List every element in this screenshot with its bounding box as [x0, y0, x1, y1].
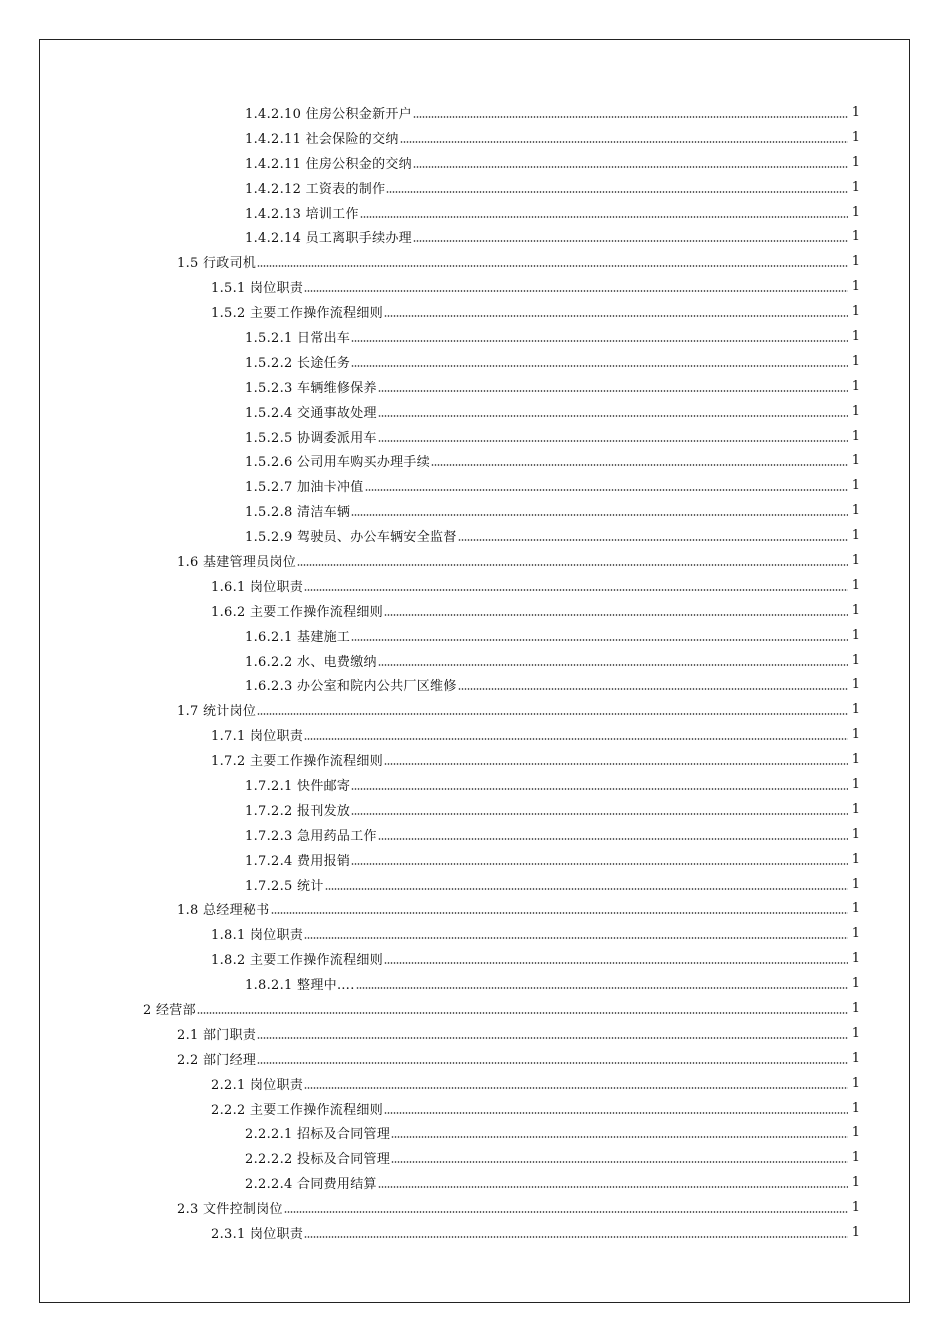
- toc-entry[interactable]: [245, 349, 860, 374]
- toc-entry-page-number: 1: [851, 702, 860, 718]
- toc-entry[interactable]: [211, 598, 860, 623]
- toc-entry-page-number: 1: [851, 528, 860, 544]
- toc-entry[interactable]: [245, 324, 860, 349]
- toc-dot-leader: [304, 290, 848, 292]
- toc-dot-leader: [284, 1211, 848, 1213]
- toc-dot-leader: [297, 564, 848, 566]
- toc-entry-page-number: 1: [851, 503, 860, 519]
- toc-entry[interactable]: [245, 822, 860, 847]
- toc-entry-page-number: 1: [851, 1100, 860, 1116]
- toc-entry-title: 1.5.2.8 清洁车辆: [245, 505, 351, 521]
- toc-dot-leader: [351, 639, 848, 641]
- toc-entry-page-number: 1: [851, 229, 860, 245]
- toc-entry-title: 2.2.1 岗位职责: [211, 1077, 304, 1093]
- toc-entry-page-number: 1: [851, 901, 860, 917]
- toc-entry-title: 1.4.2.13 培训工作: [245, 206, 359, 222]
- toc-entry[interactable]: [245, 424, 860, 449]
- toc-entry-page-number: 1: [851, 976, 860, 992]
- toc-dot-leader: [458, 688, 848, 690]
- toc-entry-title: 1.4.2.14 员工离职手续办理: [245, 231, 412, 247]
- toc-dot-leader: [304, 1236, 848, 1238]
- toc-entry-page-number: 1: [851, 652, 860, 668]
- toc-entry[interactable]: [245, 672, 860, 697]
- toc-entry-title: 1.4.2.11 社会保险的交纳: [245, 131, 399, 147]
- toc-entry-title: 1.5 行政司机: [177, 256, 257, 272]
- toc-entry-page-number: 1: [851, 552, 860, 568]
- toc-entry[interactable]: [245, 1121, 860, 1146]
- toc-dot-leader: [257, 713, 848, 715]
- toc-entry-title: 1.7.2.5 统计: [245, 878, 324, 894]
- toc-entry-title: 1.6.2 主要工作操作流程细则: [211, 604, 384, 620]
- toc-entry-title: 2.2.2.2 投标及合同管理: [245, 1152, 391, 1168]
- toc-entry[interactable]: [245, 374, 860, 399]
- toc-dot-leader: [351, 788, 848, 790]
- toc-entry-page-number: 1: [851, 851, 860, 867]
- toc-entry-page-number: 1: [851, 1150, 860, 1166]
- toc-entry[interactable]: [245, 200, 860, 225]
- toc-dot-leader: [413, 240, 848, 242]
- toc-entry[interactable]: [143, 996, 860, 1021]
- toc-entry-title: 1.4.2.12 工资表的制作: [245, 181, 386, 197]
- toc-entry[interactable]: [177, 548, 860, 573]
- toc-entry-title: 1.8.2 主要工作操作流程细则: [211, 953, 384, 969]
- toc-entry-title: 1.5.1 岗位职责: [211, 281, 304, 297]
- toc-dot-leader: [378, 664, 848, 666]
- table-of-contents: [0, 100, 950, 1245]
- toc-entry-title: 1.6.2.2 水、电费缴纳: [245, 654, 377, 670]
- toc-dot-leader: [391, 1161, 848, 1163]
- toc-entry-title: 1.7.2.1 快件邮寄: [245, 778, 351, 794]
- toc-entry[interactable]: [245, 125, 860, 150]
- toc-entry-title: 1.7.2.4 费用报销: [245, 853, 351, 869]
- toc-dot-leader: [413, 116, 848, 118]
- toc-entry[interactable]: [245, 498, 860, 523]
- toc-entry-title: 1.8 总经理秘书: [177, 903, 270, 919]
- toc-entry[interactable]: [177, 1195, 860, 1220]
- toc-entry-page-number: 1: [851, 727, 860, 743]
- toc-dot-leader: [386, 191, 848, 193]
- toc-entry-title: 1.4.2.10 住房公积金新开户: [245, 106, 412, 122]
- toc-entry-title: 1.8.2.1 整理中….: [245, 978, 355, 994]
- toc-entry-title: 1.6.1 岗位职责: [211, 579, 304, 595]
- toc-entry-page-number: 1: [851, 1025, 860, 1041]
- toc-entry-title: 1.5.2.5 协调委派用车: [245, 430, 377, 446]
- toc-entry-page-number: 1: [851, 627, 860, 643]
- toc-dot-leader: [304, 589, 848, 591]
- toc-entry[interactable]: [245, 523, 860, 548]
- toc-entry[interactable]: [177, 1046, 860, 1071]
- toc-entry-title: 1.7.2 主要工作操作流程细则: [211, 754, 384, 770]
- toc-entry-title: 1.4.2.11 住房公积金的交纳: [245, 156, 412, 172]
- toc-dot-leader: [197, 1012, 848, 1014]
- toc-entry-page-number: 1: [851, 801, 860, 817]
- toc-entry-title: 1.6.2.3 办公室和院内公共厂区维修: [245, 679, 457, 695]
- toc-dot-leader: [304, 937, 848, 939]
- toc-entry[interactable]: [211, 722, 860, 747]
- toc-entry-page-number: 1: [851, 826, 860, 842]
- toc-entry-title: 2.2.2 主要工作操作流程细则: [211, 1102, 384, 1118]
- toc-entry-title: 1.5.2.2 长途任务: [245, 355, 351, 371]
- toc-entry-title: 2.2 部门经理: [177, 1052, 257, 1068]
- toc-entry[interactable]: [211, 921, 860, 946]
- toc-entry-page-number: 1: [851, 279, 860, 295]
- toc-dot-leader: [365, 489, 848, 491]
- toc-dot-leader: [351, 863, 848, 865]
- toc-entry[interactable]: [245, 473, 860, 498]
- toc-entry-page-number: 1: [851, 926, 860, 942]
- toc-entry[interactable]: [245, 797, 860, 822]
- toc-entry-page-number: 1: [851, 254, 860, 270]
- toc-entry[interactable]: [211, 1096, 860, 1121]
- toc-entry-page-number: 1: [851, 1175, 860, 1191]
- toc-entry-title: 2 经营部: [143, 1003, 196, 1018]
- toc-entry-title: 2.2.2.1 招标及合同管理: [245, 1127, 391, 1143]
- toc-entry-title: 1.5.2.1 日常出车: [245, 330, 351, 346]
- toc-dot-leader: [384, 1112, 848, 1114]
- toc-dot-leader: [413, 166, 848, 168]
- toc-entry-page-number: 1: [851, 1050, 860, 1066]
- toc-entry-title: 1.6.2.1 基建施工: [245, 629, 351, 645]
- toc-entry[interactable]: [177, 1021, 860, 1046]
- toc-entry-title: 1.5.2 主要工作操作流程细则: [211, 306, 384, 322]
- toc-dot-leader: [384, 614, 848, 616]
- toc-entry-page-number: 1: [851, 752, 860, 768]
- toc-entry-page-number: 1: [851, 453, 860, 469]
- toc-entry-title: 1.5.2.6 公司用车购买办理手续: [245, 455, 431, 471]
- toc-entry-page-number: 1: [851, 1075, 860, 1091]
- toc-dot-leader: [391, 1136, 848, 1138]
- toc-dot-leader: [400, 141, 848, 143]
- toc-dot-leader: [378, 838, 848, 840]
- toc-entry-title: 1.5.2.4 交通事故处理: [245, 405, 377, 421]
- toc-entry[interactable]: [211, 299, 860, 324]
- toc-entry-title: 2.3 文件控制岗位: [177, 1202, 283, 1218]
- toc-entry-page-number: 1: [851, 602, 860, 618]
- toc-dot-leader: [360, 216, 848, 218]
- toc-entry-title: 1.5.2.7 加油卡冲值: [245, 480, 364, 496]
- toc-entry-page-number: 1: [851, 403, 860, 419]
- toc-entry-page-number: 1: [851, 876, 860, 892]
- toc-entry[interactable]: [211, 1071, 860, 1096]
- toc-entry-page-number: 1: [851, 204, 860, 220]
- toc-entry-page-number: 1: [851, 1125, 860, 1141]
- toc-entry[interactable]: [245, 150, 860, 175]
- toc-dot-leader: [257, 1062, 848, 1064]
- toc-entry-page-number: 1: [851, 1200, 860, 1216]
- toc-entry-page-number: 1: [851, 677, 860, 693]
- toc-entry[interactable]: [245, 100, 860, 125]
- toc-dot-leader: [384, 763, 848, 765]
- toc-entry-title: 1.7.1 岗位职责: [211, 729, 304, 745]
- toc-entry-page-number: 1: [851, 428, 860, 444]
- toc-entry-page-number: 1: [851, 577, 860, 593]
- toc-dot-leader: [378, 1186, 848, 1188]
- toc-entry-page-number: 1: [851, 179, 860, 195]
- toc-dot-leader: [378, 390, 848, 392]
- toc-entry[interactable]: [177, 249, 860, 274]
- toc-entry[interactable]: [245, 448, 860, 473]
- toc-entry-page-number: 1: [851, 154, 860, 170]
- toc-entry[interactable]: [245, 847, 860, 872]
- toc-entry[interactable]: [211, 1220, 860, 1245]
- toc-entry-page-number: 1: [851, 104, 860, 120]
- toc-entry-title: 1.7 统计岗位: [177, 704, 257, 720]
- toc-dot-leader: [384, 962, 848, 964]
- toc-entry[interactable]: [211, 946, 860, 971]
- toc-dot-leader: [351, 813, 848, 815]
- toc-dot-leader: [378, 415, 848, 417]
- toc-dot-leader: [257, 1037, 848, 1039]
- toc-entry[interactable]: [245, 224, 860, 249]
- toc-dot-leader: [351, 365, 848, 367]
- toc-dot-leader: [351, 340, 848, 342]
- toc-entry-title: 1.5.2.9 驾驶员、办公车辆安全监督: [245, 530, 457, 546]
- toc-entry[interactable]: [245, 971, 860, 996]
- toc-dot-leader: [257, 265, 848, 267]
- toc-entry-title: 2.3.1 岗位职责: [211, 1227, 304, 1243]
- toc-entry-page-number: 1: [851, 129, 860, 145]
- toc-entry-title: 1.6 基建管理员岗位: [177, 554, 297, 570]
- toc-entry-page-number: 1: [851, 951, 860, 967]
- toc-dot-leader: [304, 1087, 848, 1089]
- toc-entry[interactable]: [245, 1145, 860, 1170]
- toc-entry[interactable]: [177, 697, 860, 722]
- toc-entry-page-number: 1: [851, 328, 860, 344]
- toc-entry[interactable]: [211, 573, 860, 598]
- toc-entry-title: 2.2.2.4 合同费用结算: [245, 1177, 377, 1193]
- toc-entry-title: 2.1 部门职责: [177, 1027, 257, 1043]
- toc-entry-title: 1.5.2.3 车辆维修保养: [245, 380, 377, 396]
- toc-entry-page-number: 1: [851, 776, 860, 792]
- toc-entry[interactable]: [211, 747, 860, 772]
- toc-entry-page-number: 1: [851, 378, 860, 394]
- toc-entry-page-number: 1: [851, 478, 860, 494]
- toc-entry[interactable]: [245, 872, 860, 897]
- toc-dot-leader: [378, 440, 848, 442]
- toc-dot-leader: [304, 738, 848, 740]
- toc-entry[interactable]: [245, 623, 860, 648]
- toc-entry-page-number: 1: [851, 304, 860, 320]
- toc-dot-leader: [431, 464, 848, 466]
- toc-dot-leader: [356, 987, 848, 989]
- toc-entry-title: 1.8.1 岗位职责: [211, 928, 304, 944]
- toc-entry[interactable]: [211, 274, 860, 299]
- toc-entry-title: 1.7.2.3 急用药品工作: [245, 828, 377, 844]
- toc-dot-leader: [351, 514, 848, 516]
- toc-entry[interactable]: [245, 648, 860, 673]
- toc-entry[interactable]: [245, 1170, 860, 1195]
- toc-entry-title: 1.7.2.2 报刊发放: [245, 803, 351, 819]
- toc-entry[interactable]: [245, 175, 860, 200]
- toc-entry[interactable]: [245, 772, 860, 797]
- toc-entry-page-number: 1: [851, 353, 860, 369]
- toc-entry-page-number: 1: [851, 1225, 860, 1241]
- toc-entry[interactable]: [245, 399, 860, 424]
- toc-dot-leader: [458, 539, 848, 541]
- toc-entry[interactable]: [177, 897, 860, 922]
- toc-dot-leader: [384, 315, 848, 317]
- toc-dot-leader: [325, 888, 848, 890]
- toc-entry-page-number: 1: [851, 1001, 860, 1016]
- toc-dot-leader: [271, 912, 848, 914]
